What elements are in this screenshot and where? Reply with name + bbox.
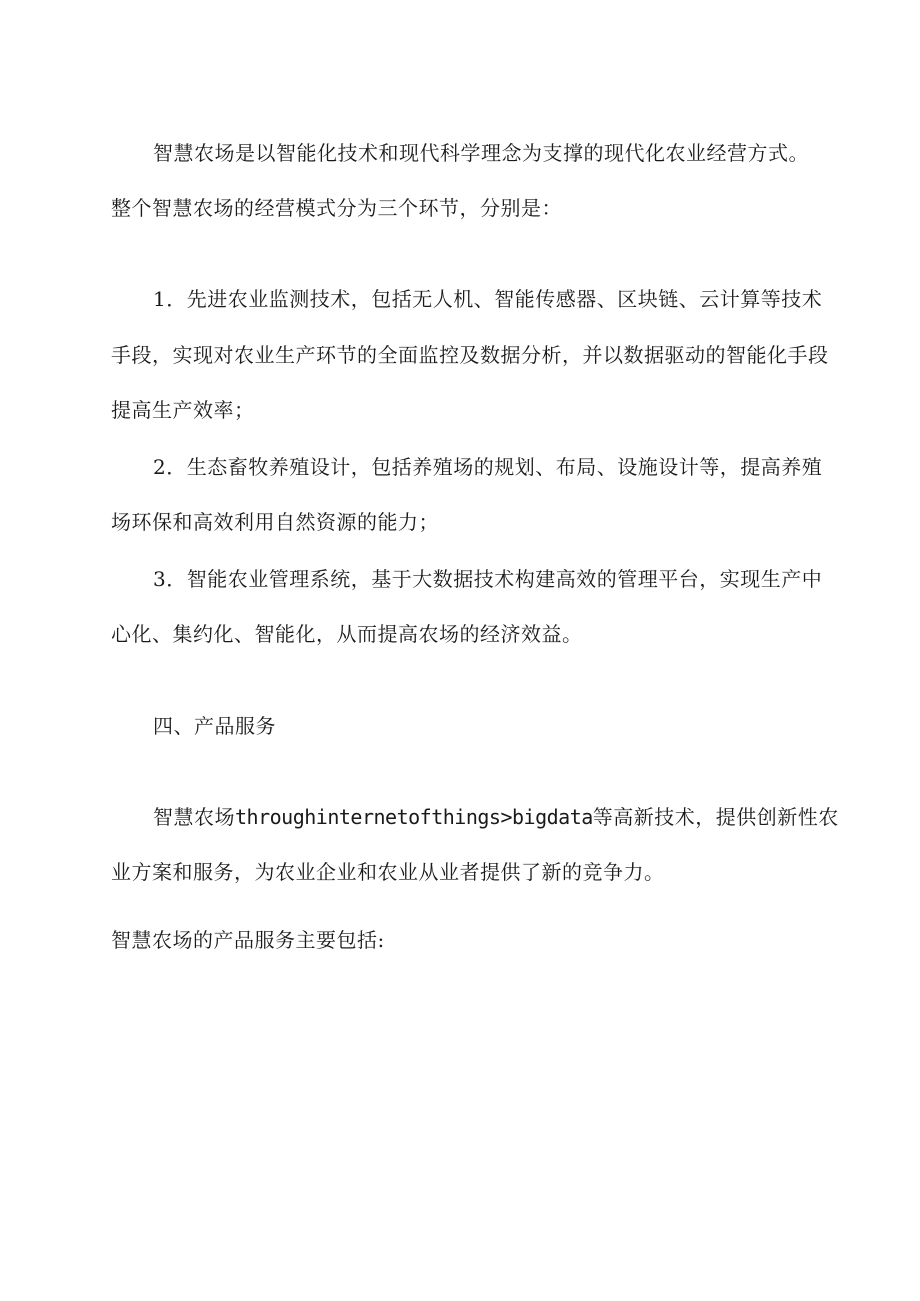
intro-line-1: 智慧农场是以智能化技术和现代科学理念为支撑的现代化农业经营方式。 xyxy=(153,141,809,165)
item-1-line-3: 提高生产效率； xyxy=(111,398,255,422)
section-heading: 四、产品服务 xyxy=(153,714,276,738)
section-paragraph-line-2: 业方案和服务，为农业企业和农业从业者提供了新的竞争力。 xyxy=(111,860,665,884)
paragraph-prefix: 智慧农场 xyxy=(153,805,235,829)
paragraph-suffix: 等高新技术，提供创新性农 xyxy=(592,805,839,829)
section-paragraph-line-1 xyxy=(153,803,839,831)
item-2-line-2: 场环保和高效利用自然资源的能力； xyxy=(111,510,439,534)
closing-line: 智慧农场的产品服务主要包括: xyxy=(111,928,385,952)
item-3-line-2: 心化、集约化、智能化，从而提高农场的经济效益。 xyxy=(111,622,583,646)
item-1-line-2: 手段，实现对农业生产环节的全面监控及数据分析，并以数据驱动的智能化手段 xyxy=(111,343,829,367)
item-2-line-1: 2．生态畜牧养殖设计，包括养殖场的规划、布局、设施设计等，提高养殖 xyxy=(153,455,823,479)
item-3-line-1: 3．智能农业管理系统，基于大数据技术构建高效的管理平台，实现生产中 xyxy=(153,567,823,591)
paragraph-latin-terms: throughinternetofthings>bigdata xyxy=(235,805,593,829)
intro-line-2: 整个智慧农场的经营模式分为三个环节，分别是： xyxy=(111,196,562,220)
item-1-line-1: 1．先进农业监测技术，包括无人机、智能传感器、区块链、云计算等技术 xyxy=(153,287,823,311)
